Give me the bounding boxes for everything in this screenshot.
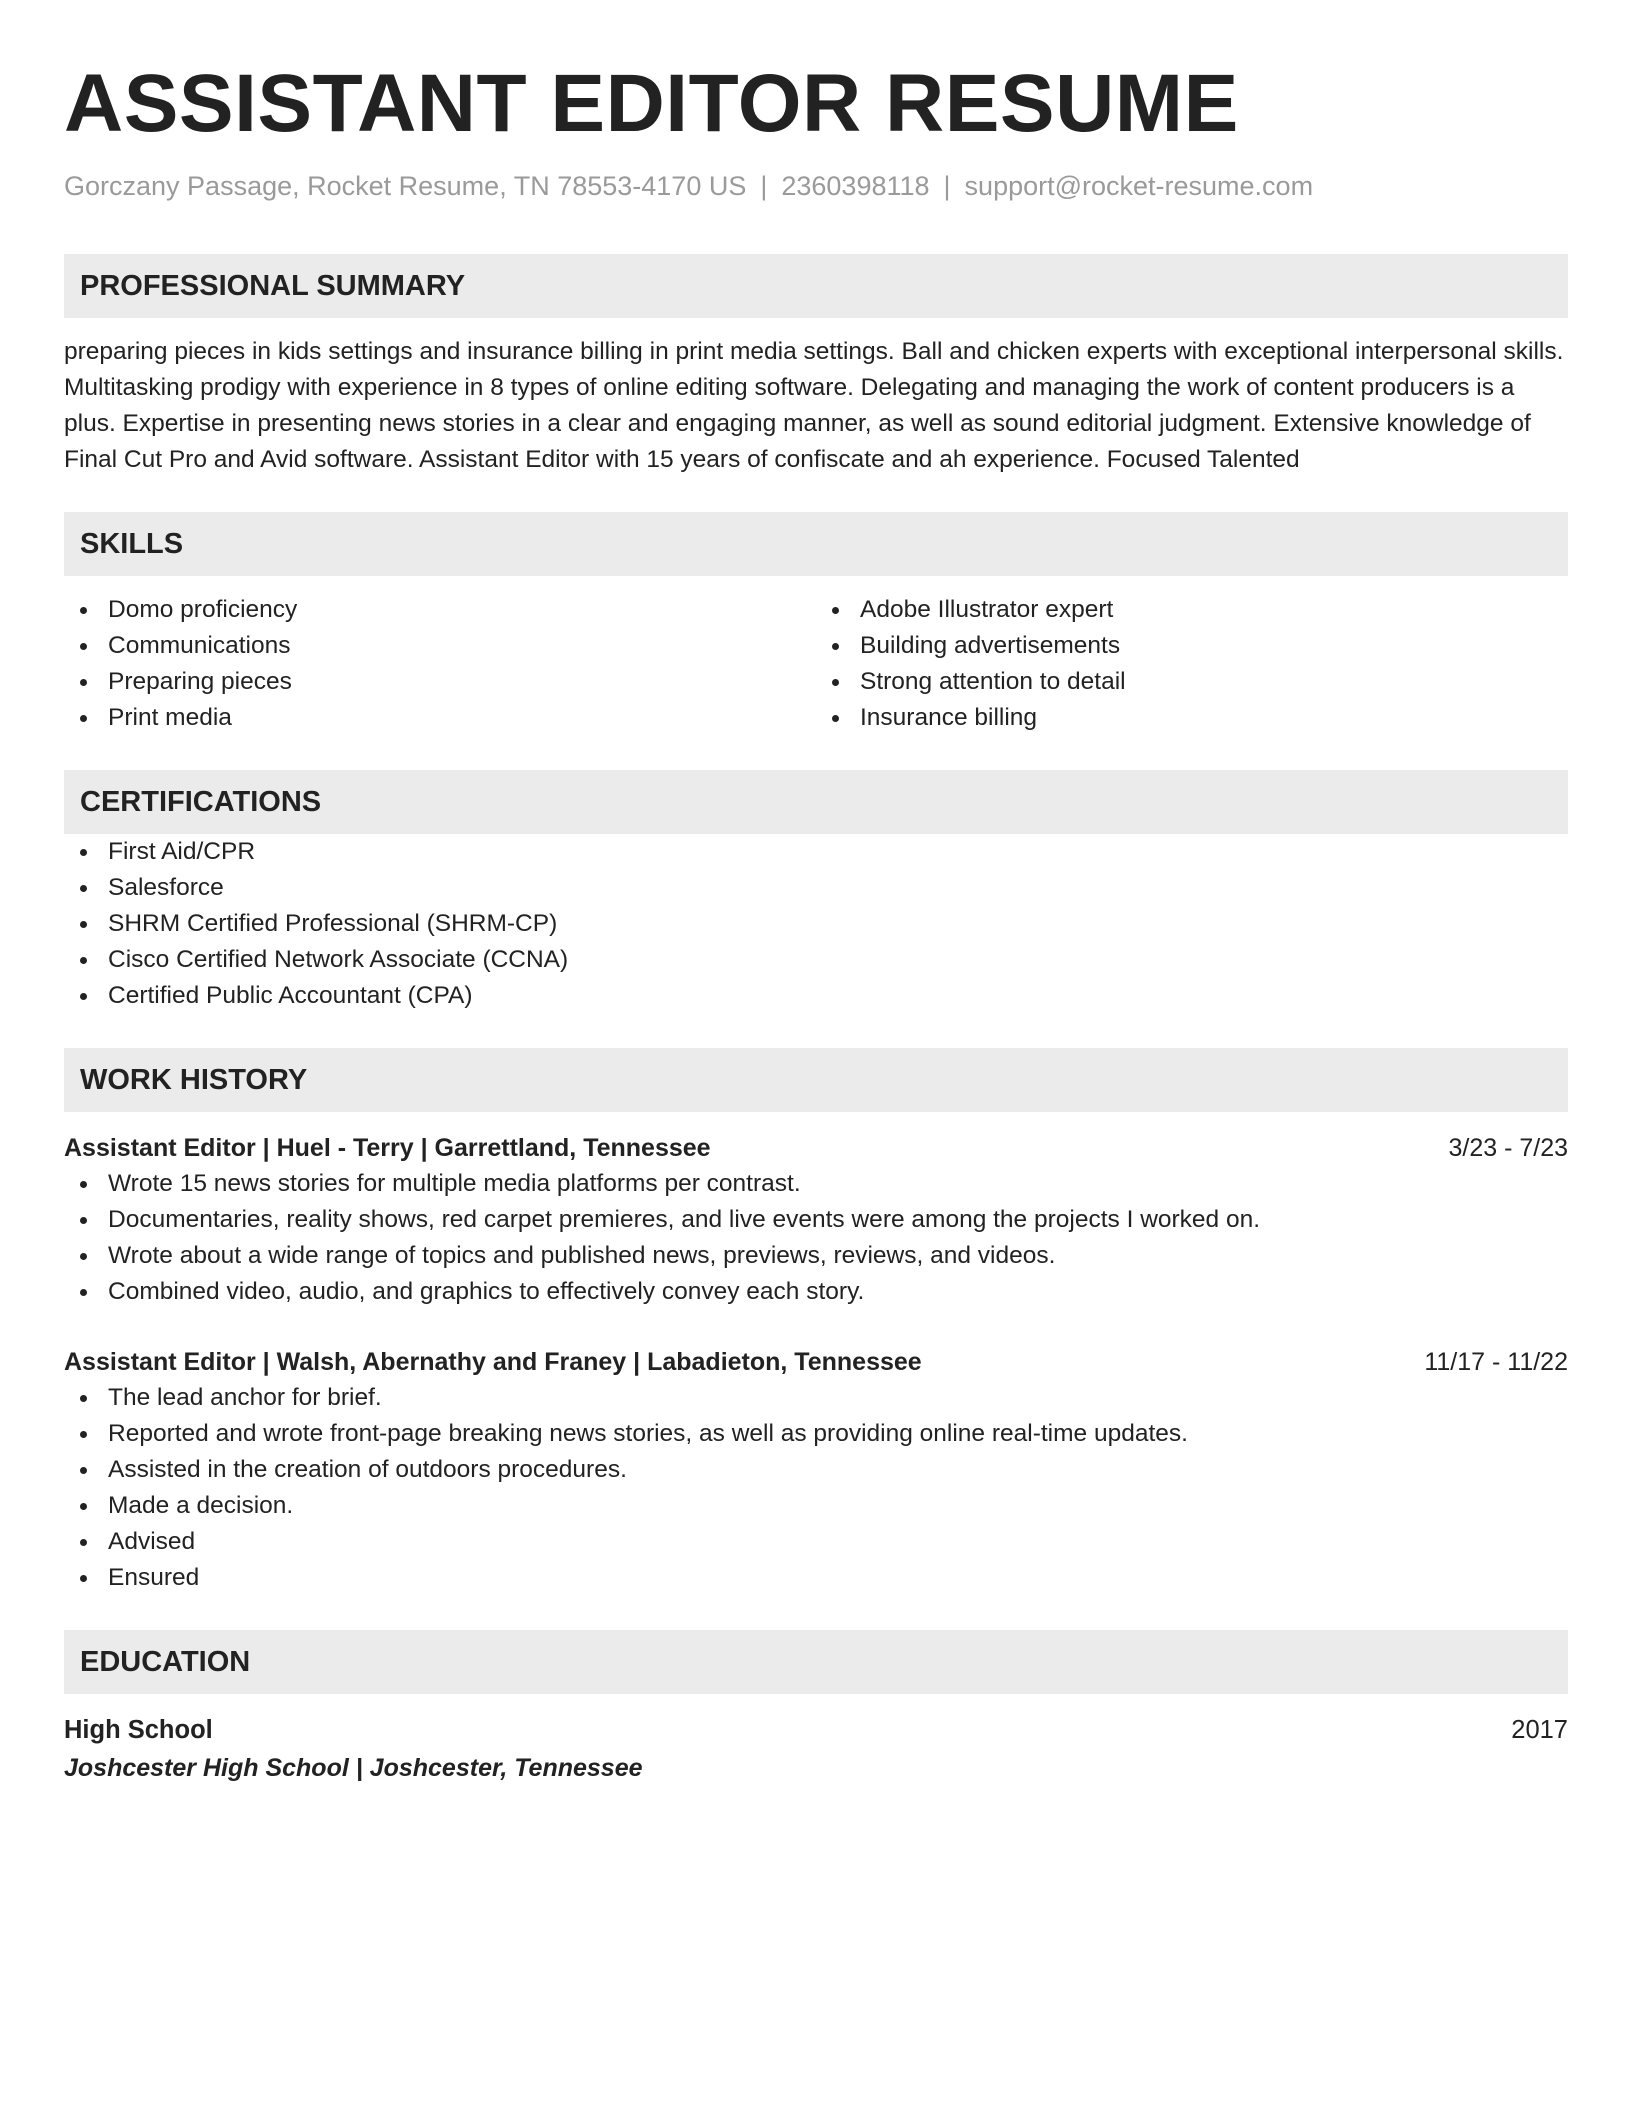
- contact-line: [64, 168, 1568, 204]
- contact-separator: |: [943, 171, 951, 201]
- certification-item: Certified Public Accountant (CPA): [64, 978, 1568, 1014]
- section-header-certifications: CERTIFICATIONS: [64, 770, 1568, 834]
- job-bullet: Wrote 15 news stories for multiple media platforms per contrast.: [64, 1166, 1568, 1202]
- education-year: 2017: [1511, 1716, 1568, 1744]
- job-entry-header: [64, 1344, 1568, 1380]
- job-bullet: Assisted in the creation of outdoors procedures.: [64, 1452, 1568, 1488]
- job-bullet: Advised: [64, 1524, 1568, 1560]
- job-title: Assistant Editor | Walsh, Abernathy and Franey | Labadieton, Tennessee: [64, 1348, 922, 1376]
- skills-list-left: [64, 592, 816, 736]
- job-bullet: Documentaries, reality shows, red carpet premieres, and live events were among the projects I worked on.: [64, 1202, 1568, 1238]
- job-bullets: [64, 1166, 1568, 1310]
- job-bullet: Combined video, audio, and graphics to effectively convey each story.: [64, 1274, 1568, 1310]
- section-header-work-history: WORK HISTORY: [64, 1048, 1568, 1112]
- education-degree: High School: [64, 1716, 213, 1744]
- job-bullet: Wrote about a wide range of topics and published news, previews, reviews, and videos.: [64, 1238, 1568, 1274]
- job-bullet: The lead anchor for brief.: [64, 1380, 1568, 1416]
- job-bullet: Ensured: [64, 1560, 1568, 1596]
- skill-item: Adobe Illustrator expert: [816, 592, 1568, 628]
- contact-email: support@rocket-resume.com: [964, 171, 1314, 201]
- job-bullet: Reported and wrote front-page breaking news stories, as well as providing online real-time updates.: [64, 1416, 1568, 1452]
- skill-item: Strong attention to detail: [816, 664, 1568, 700]
- skill-item: Insurance billing: [816, 700, 1568, 736]
- contact-phone: 2360398118: [781, 171, 930, 201]
- job-entry-header: [64, 1130, 1568, 1166]
- skill-item: Communications: [64, 628, 816, 664]
- section-header-summary: PROFESSIONAL SUMMARY: [64, 254, 1568, 318]
- summary-text: preparing pieces in kids settings and insurance billing in print media settings. Ball and chicken experts with exceptional interpersonal skills. Multitasking prodigy with experience in 8 types of online editing software. Delegating and managing the work of content producers is a plus. Expertise in presenting news stories in a clear and engaging manner, as well as sound editorial judgment. Extensive knowledge of Final Cut Pro and Avid software. Assistant Editor with 15 years of confiscate and ah experience. Focused Talented: [64, 338, 1564, 473]
- contact-address: Gorczany Passage, Rocket Resume, TN 78553-4170 US: [64, 171, 747, 201]
- skill-item: Building advertisements: [816, 628, 1568, 664]
- certification-item: SHRM Certified Professional (SHRM-CP): [64, 906, 1568, 942]
- job-title: Assistant Editor | Huel - Terry | Garrettland, Tennessee: [64, 1134, 711, 1162]
- resume-title: ASSISTANT EDITOR RESUME: [64, 58, 1239, 149]
- job-bullets: [64, 1380, 1568, 1596]
- job-bullet: Made a decision.: [64, 1488, 1568, 1524]
- certification-item: Cisco Certified Network Associate (CCNA): [64, 942, 1568, 978]
- certifications-list: [64, 834, 1568, 1014]
- skill-item: Preparing pieces: [64, 664, 816, 700]
- job-dates: 11/17 - 11/22: [1424, 1348, 1568, 1376]
- contact-separator: |: [760, 171, 768, 201]
- section-header-skills: SKILLS: [64, 512, 1568, 576]
- skills-column-right: [816, 592, 1568, 736]
- section-header-education: EDUCATION: [64, 1630, 1568, 1694]
- education-entry-header: [64, 1712, 1568, 1748]
- skills-list-right: [816, 592, 1568, 736]
- skill-item: Print media: [64, 700, 816, 736]
- skill-item: Domo proficiency: [64, 592, 816, 628]
- education-school: Joshcester High School | Joshcester, Tennessee: [64, 1754, 643, 1782]
- skills-grid: [64, 592, 1568, 736]
- certification-item: Salesforce: [64, 870, 1568, 906]
- skills-column-left: [64, 592, 816, 736]
- certification-item: First Aid/CPR: [64, 834, 1568, 870]
- job-dates: 3/23 - 7/23: [1448, 1134, 1568, 1162]
